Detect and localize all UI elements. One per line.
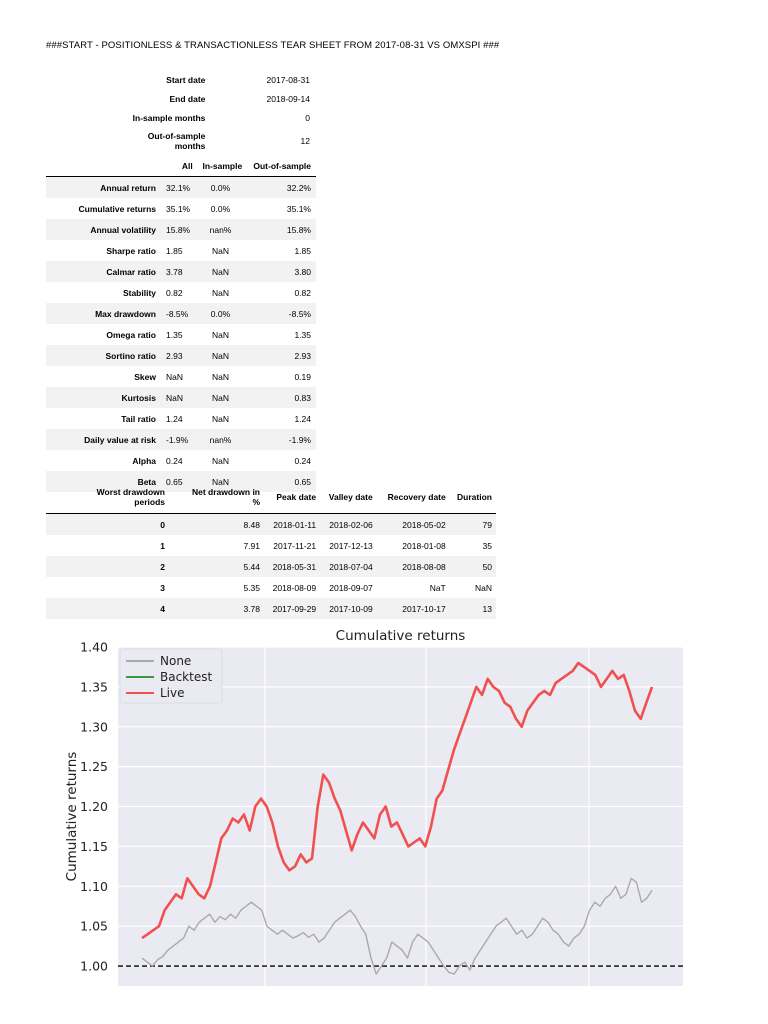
header-line: Worst drawdown — [96, 487, 165, 497]
page-heading: ###START - POSITIONLESS & TRANSACTIONLESS TEAR SHEET FROM 2017-08-31 VS OMXSPI ### — [46, 40, 500, 51]
stats-value-in-sample: 0.0% — [198, 177, 247, 199]
stats-value-all: 1.24 — [166, 413, 183, 424]
stats-value-out-of-sample: 3.80 — [247, 261, 316, 282]
stats-row — [46, 366, 316, 387]
stats-row-label: Beta — [46, 471, 162, 492]
stats-value-all: 2.93 — [162, 345, 198, 366]
stats-value-in-sample: NaN — [211, 329, 229, 340]
drawdown-recovery: 2018-08-08 — [377, 556, 450, 577]
stats-value-out-of-sample: 35.1% — [286, 203, 311, 214]
meta-value: 0 — [305, 112, 310, 123]
drawdown-valley: 2018-09-07 — [329, 582, 373, 593]
y-tick-labels — [80, 640, 108, 974]
meta-label — [46, 127, 213, 155]
chart-legend — [120, 649, 222, 703]
drawdown-header-duration: Duration — [450, 481, 496, 514]
y-tick-label: 1.15 — [80, 838, 108, 854]
drawdown-valley: 2017-12-13 — [329, 540, 373, 551]
drawdown-table — [46, 481, 496, 619]
stats-value-out-of-sample: 0.82 — [294, 287, 311, 298]
stats-value-out-of-sample: 0.65 — [247, 471, 316, 492]
stats-row — [46, 240, 316, 261]
drawdown-row — [46, 556, 496, 577]
stats-value-all: 32.1% — [162, 177, 198, 199]
y-tick-label: 1.20 — [80, 799, 108, 815]
stats-header-out-of-sample: Out-of-sample — [247, 156, 316, 177]
stats-row-label: Skew — [134, 371, 156, 382]
drawdown-header-valley: Valley date — [320, 481, 377, 514]
stats-value-out-of-sample: -1.9% — [247, 429, 316, 450]
meta-row — [46, 70, 316, 89]
stats-value-all: 1.85 — [166, 245, 183, 256]
stats-value-in-sample: NaN — [198, 471, 247, 492]
stats-value-in-sample: NaN — [211, 455, 229, 466]
performance-stats-table — [46, 156, 316, 492]
legend-label: None — [160, 654, 192, 668]
stats-value-out-of-sample: 1.85 — [294, 245, 311, 256]
drawdown-valley: 2017-10-09 — [320, 598, 377, 619]
y-tick-label: 1.40 — [80, 639, 108, 655]
meta-table — [46, 70, 316, 155]
meta-label: Start date — [166, 74, 206, 85]
stats-row-label: Annual return — [46, 177, 162, 199]
drawdown-row — [46, 535, 496, 556]
stats-row — [46, 450, 316, 471]
stats-value-out-of-sample: 32.2% — [247, 177, 316, 199]
cumulative-returns-chart — [0, 620, 768, 1024]
stats-row — [46, 198, 316, 219]
header-line: % — [252, 497, 260, 507]
stats-row — [46, 324, 316, 345]
stats-value-out-of-sample: 1.35 — [294, 329, 311, 340]
stats-row-label: Omega ratio — [106, 329, 156, 340]
stats-row-label: Sharpe ratio — [106, 245, 156, 256]
stats-value-all: 15.8% — [162, 219, 198, 240]
stats-row-label: Calmar ratio — [46, 261, 162, 282]
stats-value-all: NaN — [162, 387, 198, 408]
drawdown-duration: 79 — [450, 514, 496, 536]
drawdown-duration: 35 — [482, 540, 492, 551]
meta-label: End date — [169, 93, 206, 104]
meta-row — [46, 89, 316, 108]
drawdown-recovery: 2018-05-02 — [377, 514, 450, 536]
y-tick-label: 1.05 — [80, 918, 108, 934]
header-line: Net drawdown in — [192, 487, 260, 497]
drawdown-recovery: 2017-10-17 — [377, 598, 450, 619]
stats-row — [46, 429, 316, 450]
stats-value-all: NaN — [166, 371, 184, 382]
drawdown-peak: 2017-11-21 — [273, 540, 317, 551]
stats-value-out-of-sample: 15.8% — [247, 219, 316, 240]
stats-value-all: -1.9% — [162, 429, 198, 450]
stats-row — [46, 408, 316, 429]
stats-row — [46, 387, 316, 408]
stats-value-in-sample: 0.0% — [210, 203, 231, 214]
stats-row-label: Max drawdown — [46, 303, 162, 324]
drawdown-header-peak: Peak date — [264, 481, 320, 514]
stats-row-label: Daily value at risk — [46, 429, 162, 450]
meta-label-line: Out-of-sample — [147, 131, 206, 141]
drawdown-header-row — [46, 481, 496, 514]
stats-header-all: All — [162, 156, 198, 177]
stats-row-label: Kurtosis — [46, 387, 162, 408]
header-line: periods — [134, 497, 165, 507]
stats-value-in-sample: 0.0% — [198, 303, 247, 324]
drawdown-valley: 2018-07-04 — [320, 556, 377, 577]
drawdown-row — [46, 577, 496, 598]
stats-row — [46, 282, 316, 303]
stats-value-in-sample: nan% — [198, 219, 247, 240]
stats-value-all: 1.35 — [166, 329, 183, 340]
stats-row — [46, 219, 316, 240]
drawdown-net: 5.35 — [243, 582, 260, 593]
stats-value-in-sample: nan% — [198, 429, 247, 450]
drawdown-row — [46, 598, 496, 619]
y-tick-label: 1.10 — [80, 878, 108, 894]
stats-value-all: -8.5% — [162, 303, 198, 324]
stats-value-in-sample: NaN — [211, 413, 229, 424]
drawdown-net: 8.48 — [169, 514, 264, 536]
drawdown-net: 7.91 — [243, 540, 260, 551]
drawdown-period: 4 — [46, 598, 169, 619]
stats-row-label: Cumulative returns — [78, 203, 156, 214]
stats-value-out-of-sample: 2.93 — [247, 345, 316, 366]
drawdown-peak: 2017-09-29 — [264, 598, 320, 619]
stats-row — [46, 177, 316, 199]
stats-row-label: Sortino ratio — [46, 345, 162, 366]
drawdown-peak: 2018-01-11 — [264, 514, 320, 536]
meta-value: 2017-08-31 — [266, 74, 310, 85]
drawdown-period: 3 — [160, 582, 165, 593]
drawdown-row — [46, 514, 496, 536]
stats-header-row — [46, 156, 316, 177]
stats-value-all: 0.82 — [166, 287, 183, 298]
drawdown-duration: 50 — [450, 556, 496, 577]
drawdown-recovery: 2018-01-08 — [402, 540, 446, 551]
stats-row-label: Stability — [122, 287, 156, 298]
drawdown-peak: 2018-08-09 — [272, 582, 317, 593]
meta-row — [46, 127, 316, 155]
y-tick-label: 1.35 — [80, 679, 108, 695]
stats-row — [46, 303, 316, 324]
drawdown-recovery: NaT — [429, 582, 446, 593]
drawdown-valley: 2018-02-06 — [320, 514, 377, 536]
legend-label: Live — [160, 686, 185, 700]
y-tick-label: 1.00 — [80, 958, 108, 974]
stats-value-out-of-sample: 0.24 — [294, 455, 311, 466]
stats-row-label: Annual volatility — [46, 219, 162, 240]
y-tick-label: 1.30 — [80, 719, 108, 735]
drawdown-period: 0 — [46, 514, 169, 536]
stats-row-label: Tail ratio — [121, 413, 156, 424]
stats-value-all: 35.1% — [166, 203, 191, 214]
y-tick-label: 1.25 — [80, 759, 108, 775]
y-axis-label: Cumulative returns — [64, 751, 80, 882]
meta-label: In-sample months — [132, 112, 206, 123]
stats-header-blank — [46, 156, 162, 177]
drawdown-net: 5.44 — [169, 556, 264, 577]
stats-value-in-sample: NaN — [211, 287, 229, 298]
stats-row — [46, 261, 316, 282]
stats-row — [46, 345, 316, 366]
stats-value-in-sample: NaN — [198, 387, 247, 408]
meta-value: 12 — [300, 136, 310, 146]
stats-value-all: 3.78 — [162, 261, 198, 282]
stats-value-all: 0.65 — [162, 471, 198, 492]
stats-value-in-sample: NaN — [198, 261, 247, 282]
stats-header-in-sample: In-sample — [198, 156, 247, 177]
drawdown-duration: 13 — [450, 598, 496, 619]
stats-value-in-sample: NaN — [211, 245, 229, 256]
stats-value-out-of-sample: 0.19 — [294, 371, 311, 382]
meta-value: 2018-09-14 — [266, 93, 310, 104]
stats-row-label: Alpha — [132, 455, 156, 466]
drawdown-period: 1 — [160, 540, 165, 551]
stats-value-all: 0.24 — [166, 455, 183, 466]
stats-value-out-of-sample: -8.5% — [247, 303, 316, 324]
drawdown-body — [46, 514, 496, 620]
drawdown-duration: NaN — [474, 582, 492, 593]
stats-value-out-of-sample: 0.83 — [247, 387, 316, 408]
drawdown-header-net — [169, 481, 264, 514]
stats-body — [46, 177, 316, 493]
chart-title: Cumulative returns — [335, 628, 466, 644]
drawdown-header-recovery: Recovery date — [377, 481, 450, 514]
stats-value-out-of-sample: 1.24 — [294, 413, 311, 424]
stats-value-in-sample: NaN — [198, 345, 247, 366]
drawdown-period: 2 — [46, 556, 169, 577]
meta-label-line: months — [174, 141, 206, 151]
drawdown-peak: 2018-05-31 — [264, 556, 320, 577]
drawdown-header-periods — [46, 481, 169, 514]
legend-label: Backtest — [160, 670, 213, 684]
drawdown-net: 3.78 — [169, 598, 264, 619]
stats-value-in-sample: NaN — [211, 371, 229, 382]
meta-row — [46, 108, 316, 127]
